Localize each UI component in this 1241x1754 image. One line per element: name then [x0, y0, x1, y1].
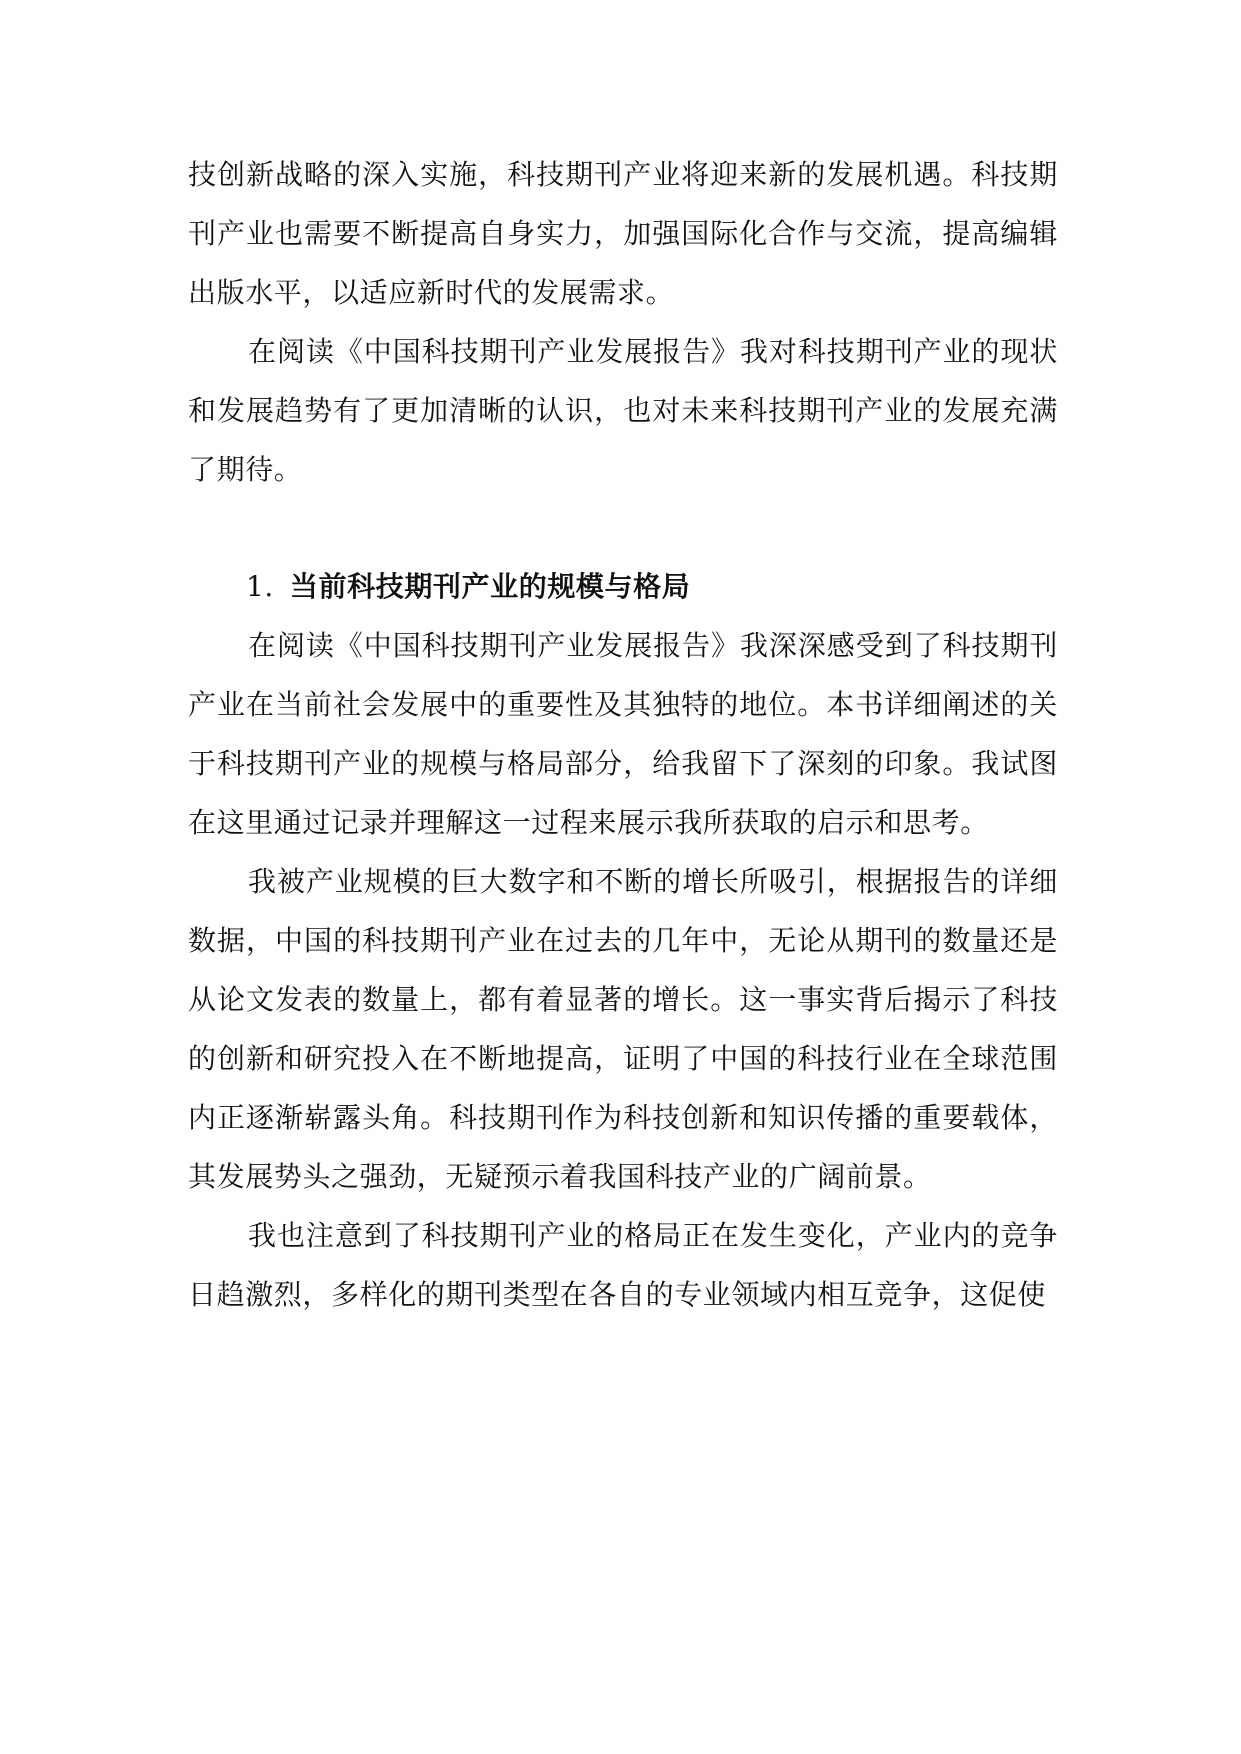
section-title: 当前科技期刊产业的规模与格局	[289, 570, 691, 603]
paragraph-scale-growth: 我被产业规模的巨大数字和不断的增长所吸引，根据报告的详细数据，中国的科技期刊产业在过去的几年中，无论从期刊的数量还是从论文发表的数量上，都有着显著的增长。这一事实背后揭示了科技的创新和研究投入在不断地提高，证明了中国的科技行业在全球范围内正逐渐崭露头角。科技期刊作为科技创新和知识传播的重要载体，其发展势头之强劲，无疑预示着我国科技产业的广阔前景。	[188, 865, 1058, 1193]
section-heading	[188, 557, 1058, 616]
paragraph-pattern-change: 我也注意到了科技期刊产业的格局正在发生变化，产业内的竞争日趋激烈，多样化的期刊类型在各自的专业领域内相互竞争，这促使	[188, 1219, 1058, 1311]
paragraph-continuation: 技创新战略的深入实施，科技期刊产业将迎来新的发展机遇。科技期刊产业也需要不断提高自身实力，加强国际化合作与交流，提高编辑出版水平，以适应新时代的发展需求。	[188, 158, 1058, 309]
paragraph-reading-reflection: 在阅读《中国科技期刊产业发展报告》我对科技期刊产业的现状和发展趋势有了更加清晰的认识，也对未来科技期刊产业的发展充满了期待。	[188, 335, 1058, 486]
paragraph-importance: 在阅读《中国科技期刊产业发展报告》我深深感受到了科技期刊产业在当前社会发展中的重要性及其独特的地位。本书详细阐述的关于科技期刊产业的规模与格局部分，给我留下了深刻的印象。我试图在这里通过记录并理解这一过程来展示我所获取的启示和思考。	[188, 629, 1058, 839]
section-number: 1.	[246, 570, 274, 603]
document-body	[188, 145, 1058, 1324]
